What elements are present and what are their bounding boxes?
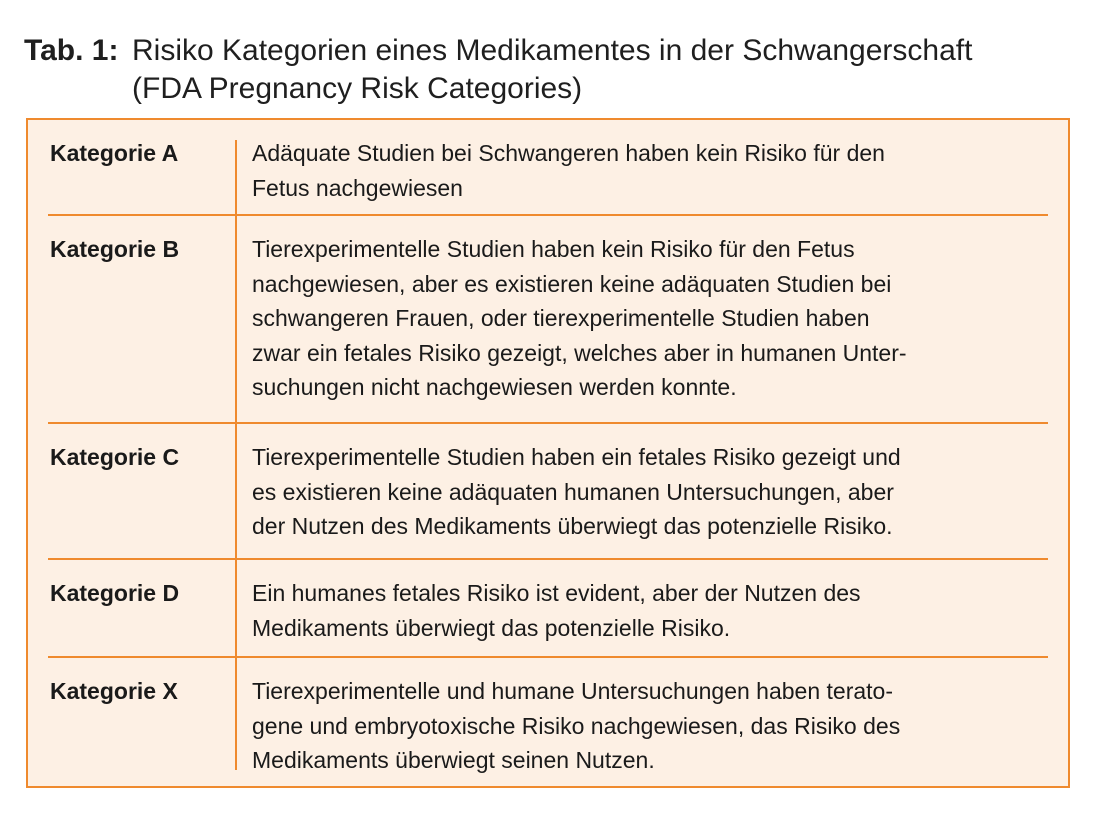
- description-line: suchungen nicht nachgewiesen werden konnte.: [252, 374, 737, 400]
- description-line: der Nutzen des Medikaments überwiegt das potenzielle Risiko.: [252, 513, 893, 539]
- category-description: [252, 440, 1052, 544]
- description-line: zwar ein fetales Risiko gezeigt, welches aber in humanen Unter-: [252, 339, 907, 366]
- risk-category-table: [26, 118, 1070, 788]
- category-label: Kategorie X: [50, 678, 178, 704]
- description-line: schwangeren Frauen, oder tierexperimentelle Studien haben: [252, 305, 870, 331]
- description-line: Adäquate Studien bei Schwangeren haben kein Risiko für den: [252, 140, 885, 166]
- caption-title: Risiko Kategorien eines Medikamentes in der Schwangerschaft: [132, 34, 973, 67]
- category-label: Kategorie A: [50, 140, 179, 166]
- caption-label: Tab. 1:: [24, 34, 119, 67]
- category-label: Kategorie D: [50, 580, 180, 606]
- category-description: [252, 136, 1052, 205]
- description-line: gene und embryotoxische Risiko nachgewiesen, das Risiko des: [252, 712, 901, 739]
- description-line: Tierexperimentelle Studien haben kein Risiko für den Fetus: [252, 236, 855, 262]
- table-row-d: [28, 560, 1068, 658]
- category-description: [252, 576, 1052, 645]
- description-line: Tierexperimentelle und humane Untersuchungen haben terato-: [252, 678, 893, 704]
- description-line: Fetus nachgewiesen: [252, 174, 463, 201]
- description-line: es existieren keine adäquaten humanen Untersuchungen, aber: [252, 478, 894, 505]
- table-caption: [24, 32, 1074, 108]
- category-label: Kategorie B: [50, 236, 180, 262]
- category-description: [252, 232, 1052, 405]
- description-line: Medikaments überwiegt das potenzielle Risiko.: [252, 614, 731, 641]
- caption-line-1: [24, 32, 1074, 70]
- table-row-c: [28, 424, 1068, 560]
- caption-subtitle: (FDA Pregnancy Risk Categories): [132, 72, 583, 105]
- category-label: Kategorie C: [50, 444, 180, 470]
- description-line: Tierexperimentelle Studien haben ein fetales Risiko gezeigt und: [252, 444, 901, 470]
- table-row-x: [28, 658, 1068, 788]
- table-row-a: [28, 120, 1068, 216]
- table-row-b: [28, 216, 1068, 424]
- category-description: [252, 674, 1052, 778]
- description-line: nachgewiesen, aber es existieren keine adäquaten Studien bei: [252, 270, 892, 297]
- description-line: Ein humanes fetales Risiko ist evident, aber der Nutzen des: [252, 580, 861, 606]
- description-line: Medikaments überwiegt seinen Nutzen.: [252, 747, 655, 773]
